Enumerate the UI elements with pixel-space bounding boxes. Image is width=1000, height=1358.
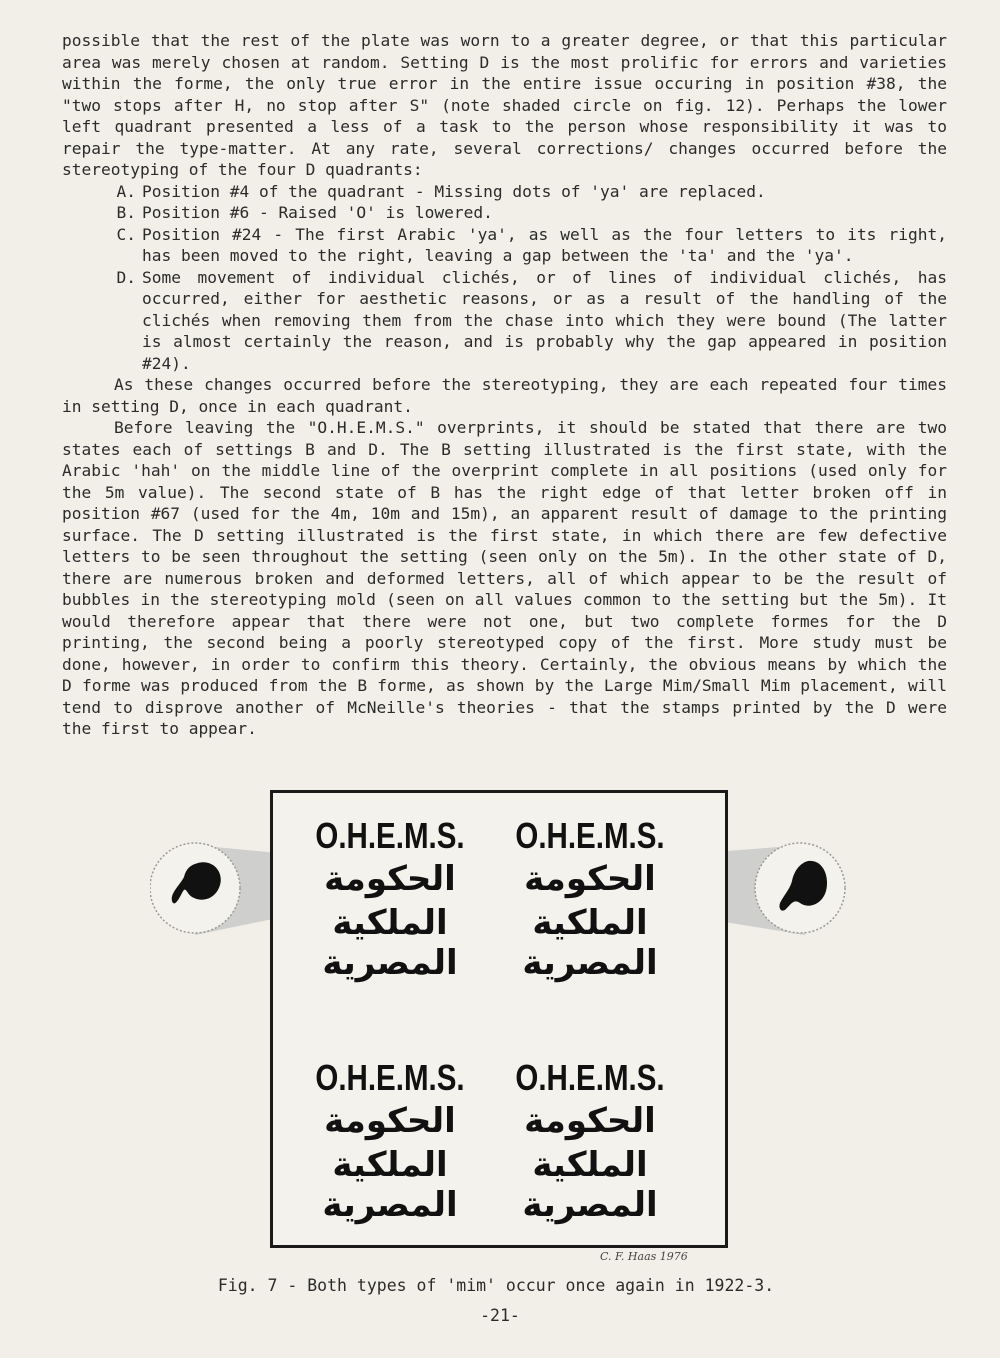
paragraph-3: Before leaving the "O.H.E.M.S." overprints, it should be stated that there are two states each of settings B and D. The B setting illustrated is the first state, with the Arabic 'hah' on the middle line of the overprint complete in all positions (used only for the 5m value). The second state of B has the right edge of that letter broken off in position #67 (used for the 4m, 10m and 15m), an apparent result of damage to the printing surface. The D setting illustrated is the first state, in which there are few defective letters to be seen throughout the setting (seen only on the 5m). In the other state of D, there are numerous broken and deformed letters, all of which appear to be the result of bubbles in the stereotyping mold (seen on all values common to the setting but the 5m). It would therefore appear that there were not one, but two complete formes for the D printing, the second being a poorly stereotyped copy of the first. More study must be done, however, in order to confirm this theory. Certainly, the obvious means by which the D forme was produced from the B forme, as shown by the Large Mim/Small Mim placement, will tend to disprove another of McNeille's theories - that the stamps printed by the D were the first to appear. <box>62 418 947 738</box>
overprint-latin: O.H.E.M.S. <box>515 1057 665 1098</box>
list-item <box>62 267 947 375</box>
overprint-latin: O.H.E.M.S. <box>315 815 465 856</box>
overprint-arabic-line-2: الملكية المصرية <box>522 903 658 983</box>
overprint-arabic-line-1: الحكومة <box>524 1101 656 1141</box>
overprint-arabic-line-2: الملكية المصرية <box>522 1145 658 1225</box>
figure-7 <box>150 785 850 1265</box>
list-item-letter: A. <box>116 181 136 201</box>
artist-signature: C. F. Haas 1976 <box>600 1250 688 1263</box>
overprint-top-right <box>490 815 690 983</box>
list-item-text: Position #4 of the quadrant - Missing dots of 'ya' are replaced. <box>142 181 766 201</box>
list-item-letter: C. <box>116 224 136 244</box>
overprint-arabic-line-1: الحكومة <box>524 859 656 899</box>
overprint-arabic-line-2: الملكية المصرية <box>322 903 458 983</box>
paragraph-2: As these changes occurred before the stereotyping, they are each repeated four times in setting D, once in each quadrant. <box>62 375 947 416</box>
overprint-arabic-line-1: الحكومة <box>324 1101 456 1141</box>
paragraph-1: possible that the rest of the plate was worn to a greater degree, or that this particular area was merely chosen at random. Setting D is the most prolific for errors and varieties within the forme, the only true error in the entire issue occuring in position #38, the "two stops after H, no stop after S" (note shaded circle on fig. 12). Perhaps the lower left quadrant presented a less of a task to the person whose responsibility it was to repair the type-matter. At any rate, several corrections/ changes occurred before the stereotyping of the four D quadrants: <box>62 31 947 179</box>
list-item <box>62 202 947 224</box>
page-number: -21- <box>480 1306 520 1325</box>
list-item-letter: B. <box>116 203 136 222</box>
overprint-latin: O.H.E.M.S. <box>515 815 665 856</box>
overprint-latin: O.H.E.M.S. <box>315 1057 465 1098</box>
overprint-bottom-left <box>290 1057 490 1225</box>
overprint-arabic-line-2: الملكية المصرية <box>322 1145 458 1225</box>
figure-caption <box>0 1276 1000 1295</box>
list-item-letter: D. <box>116 267 136 287</box>
overprint-arabic-line-1: الحكومة <box>324 859 456 899</box>
list-item-text: Position #6 - Raised 'O' is lowered. <box>142 203 493 222</box>
article-text <box>62 30 947 740</box>
list-item <box>62 181 947 203</box>
figure-caption-text: Fig. 7 - Both types of 'mim' occur once again in 1922-3. <box>217 1276 775 1295</box>
list-item-text: Position #24 - The first Arabic 'ya', as well as the four letters to its right, has been moved to the right, leaving a gap between the 'ta' and the 'ya'. <box>142 224 947 265</box>
overprint-bottom-right <box>490 1057 690 1225</box>
overprint-top-left <box>290 815 490 983</box>
list-item <box>62 224 947 267</box>
list-item-text: Some movement of individual clichés, or of lines of individual clichés, has occurred, either for aesthetic reasons, or as a result of the handling of the clichés when removing them from the chase into which they were bound (The latter is almost certainly the reason, and is probably why the gap appeared in position #24). <box>142 267 947 373</box>
